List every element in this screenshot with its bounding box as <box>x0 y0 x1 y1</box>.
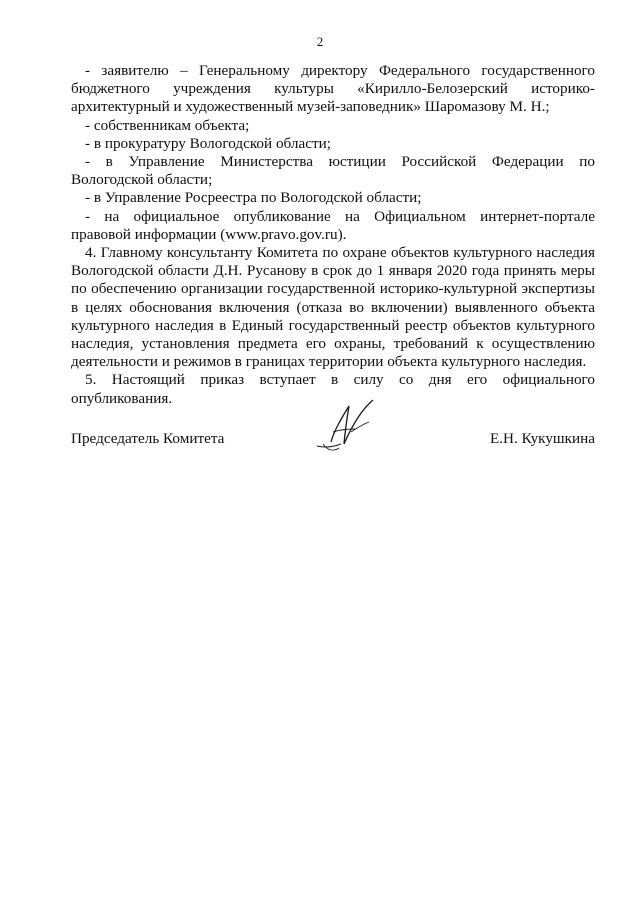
paragraph-publication: - на официальное опубликование на Официальном интернет-портале правовой информации (www.pravo.gov.ru). <box>71 207 595 243</box>
paragraph-rosreestr: - в Управление Росреестра по Вологодской области; <box>85 189 422 207</box>
paragraph-owners: - собственникам объекта; <box>85 116 250 134</box>
document-body <box>71 62 595 408</box>
handwritten-signature-icon <box>311 398 381 458</box>
signatory-name: Е.Н. Кукушкина <box>489 430 595 447</box>
signatory-role: Председатель Комитета <box>71 430 225 447</box>
paragraph-applicant: - заявителю – Генеральному директору Федерального государственного бюджетного учреждения культуры «Кирилло-Белозерский историко-архитектурный и художественный музей-заповедник» Шаромазову М. Н.; <box>71 62 595 116</box>
paragraph-prosecutor: - в прокуратуру Вологодской области; <box>85 134 331 152</box>
signature-block <box>71 428 595 468</box>
page-number: 2 <box>316 34 324 49</box>
paragraph-item-4: 4. Главному консультанту Комитета по охране объектов культурного наследия Вологодской области Д.Н. Русанову в срок до 1 января 2020 года принять меры по обеспечению организации государственной историко-культурной экспертизы в целях обоснования включения (отказа во включении) выявленного объекта культурного наследия в Единый государственный реестр объектов культурного наследия, установления предмета его охраны, требований к осуществлению деятельности и режимов в границах территории объекта культурного наследия. <box>71 244 595 371</box>
paragraph-justice-ministry: - в Управление Министерства юстиции Российской Федерации по Вологодской области; <box>71 153 595 189</box>
paragraph-item-5: 5. Настоящий приказ вступает в силу со дня его официального опубликования. <box>71 371 595 407</box>
